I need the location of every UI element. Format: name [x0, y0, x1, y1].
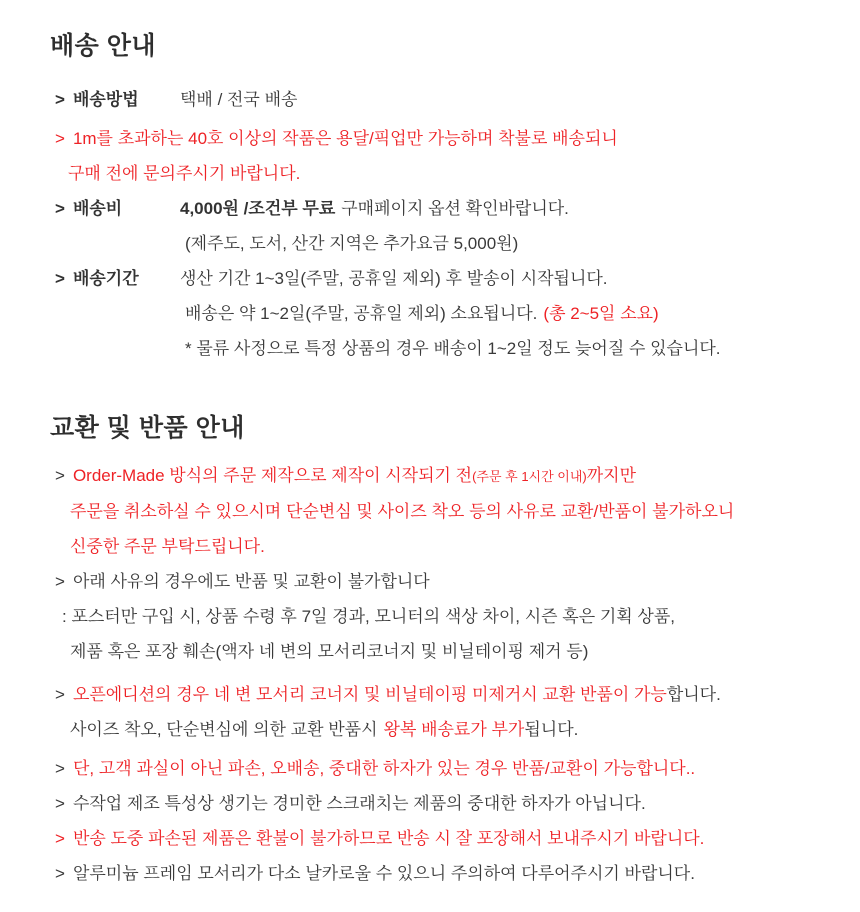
returns-section [50, 412, 824, 891]
oversize-notice-line2: 구매 전에 문의주시기 바랍니다. [68, 164, 301, 183]
chevron-bullet: > [55, 269, 65, 288]
aluminum-line [50, 856, 824, 891]
shipping-fee-row [50, 191, 824, 226]
order-made-line3: 신중한 주문 부탁드립니다. [70, 537, 265, 556]
shipping-period-line2 [50, 296, 824, 331]
shipping-fee-amount: 4,000원 /조건부 무료 [180, 199, 336, 218]
chevron-bullet: > [55, 685, 65, 704]
chevron-bullet: > [55, 794, 65, 813]
shipping-fee-label-text: 배송비 [72, 199, 123, 218]
return-shipping-text: 반송 도중 파손된 제품은 환불이 불가하므로 반송 시 잘 포장해서 보내주시기 바랍니다. [72, 829, 705, 848]
oversize-notice-line1 [50, 121, 824, 156]
scratch-line [50, 786, 824, 821]
no-return-text1: 아래 사유의 경우에도 반품 및 교환이 불가합니다 [72, 572, 430, 591]
no-return-line3: 제품 혹은 포장 훼손(액자 네 변의 모서리코너지 및 비닐테이핑 제거 등) [70, 642, 589, 661]
chevron-bullet: > [55, 572, 65, 591]
no-return-line1 [50, 564, 824, 599]
chevron-bullet: > [55, 864, 65, 883]
open-edition-line2 [50, 712, 824, 747]
chevron-bullet: > [55, 829, 65, 848]
order-made-text-b: 까지만 [586, 466, 637, 485]
chevron-bullet: > [55, 90, 65, 109]
shipping-period-label-text: 배송기간 [72, 269, 139, 288]
chevron-bullet: > [55, 199, 65, 218]
open-edition-text-black: 합니다. [666, 685, 721, 704]
customer-fault-line [50, 751, 824, 786]
shipping-period-label [55, 261, 180, 296]
shipping-fee-note: 구매페이지 옵션 확인바랍니다. [341, 199, 569, 218]
order-made-line1 [50, 458, 824, 494]
shipping-fee-extra: (제주도, 도서, 산간 지역은 추가요금 5,000원) [185, 234, 519, 253]
oversize-notice-text1: 1m를 초과하는 40호 이상의 작품은 용달/픽업만 가능하며 착불로 배송되니 [72, 129, 618, 148]
scratch-text: 수작업 제조 특성상 생기는 경미한 스크래치는 제품의 중대한 하자가 아닙니다. [72, 794, 646, 813]
shipping-period-line3: * 물류 사정으로 특정 상품의 경우 배송이 1~2일 정도 늦어질 수 있습니다. [185, 339, 721, 358]
customer-fault-text: 단, 고객 과실이 아닌 파손, 오배송, 중대한 하자가 있는 경우 반품/교환이 가능합니다.. [72, 759, 696, 778]
chevron-bullet: > [55, 466, 65, 485]
shipping-fee-label [55, 191, 180, 226]
open-edition-text-red: 오픈에디션의 경우 네 변 모서리 코너지 및 비닐테이핑 미제거시 교환 반품이 가능 [72, 685, 667, 704]
shipping-method-label-text: 배송방법 [72, 90, 139, 109]
order-made-text-a: Order-Made 방식의 주문 제작으로 제작이 시작되기 전 [72, 466, 473, 485]
no-return-line2: : 포스터만 구입 시, 상품 수령 후 7일 경과, 모니터의 색상 차이, 시즌 혹은 기획 상품, [62, 607, 675, 626]
open-edition-line1 [50, 677, 824, 712]
shipping-section [50, 30, 824, 366]
shipping-fee-value [180, 191, 824, 226]
shipping-period-line2-note: (총 2~5일 소요) [543, 304, 659, 323]
open-edition-line2-black1: 사이즈 착오, 단순변심에 의한 교환 반품시 [70, 720, 378, 739]
shipping-method-label [55, 82, 180, 117]
returns-heading: 교환 및 반품 안내 [50, 414, 245, 442]
shipping-method-row [50, 82, 824, 117]
open-edition-line2-black2: 됩니다. [524, 720, 579, 739]
chevron-bullet: > [55, 759, 65, 778]
shipping-period-line2-main: 배송은 약 1~2일(주말, 공휴일 제외) 소요됩니다. [185, 304, 538, 323]
shipping-period-line1: 생산 기간 1~3일(주말, 공휴일 제외) 후 발송이 시작됩니다. [180, 269, 608, 288]
shipping-heading: 배송 안내 [50, 32, 157, 60]
chevron-bullet: > [55, 129, 65, 148]
open-edition-line2-red: 왕복 배송료가 부가 [383, 720, 525, 739]
return-shipping-line [50, 821, 824, 856]
shipping-method-value: 택배 / 전국 배송 [180, 90, 298, 109]
order-made-line2: 주문을 취소하실 수 있으시며 단순변심 및 사이즈 착오 등의 사유로 교환/반품이 불가하오니 [70, 502, 735, 521]
order-made-text-small: (주문 후 1시간 이내) [472, 469, 587, 484]
shipping-period-row [50, 261, 824, 296]
aluminum-text: 알루미늄 프레임 모서리가 다소 날카로울 수 있으니 주의하여 다루어주시기 바랍니다. [72, 864, 695, 883]
